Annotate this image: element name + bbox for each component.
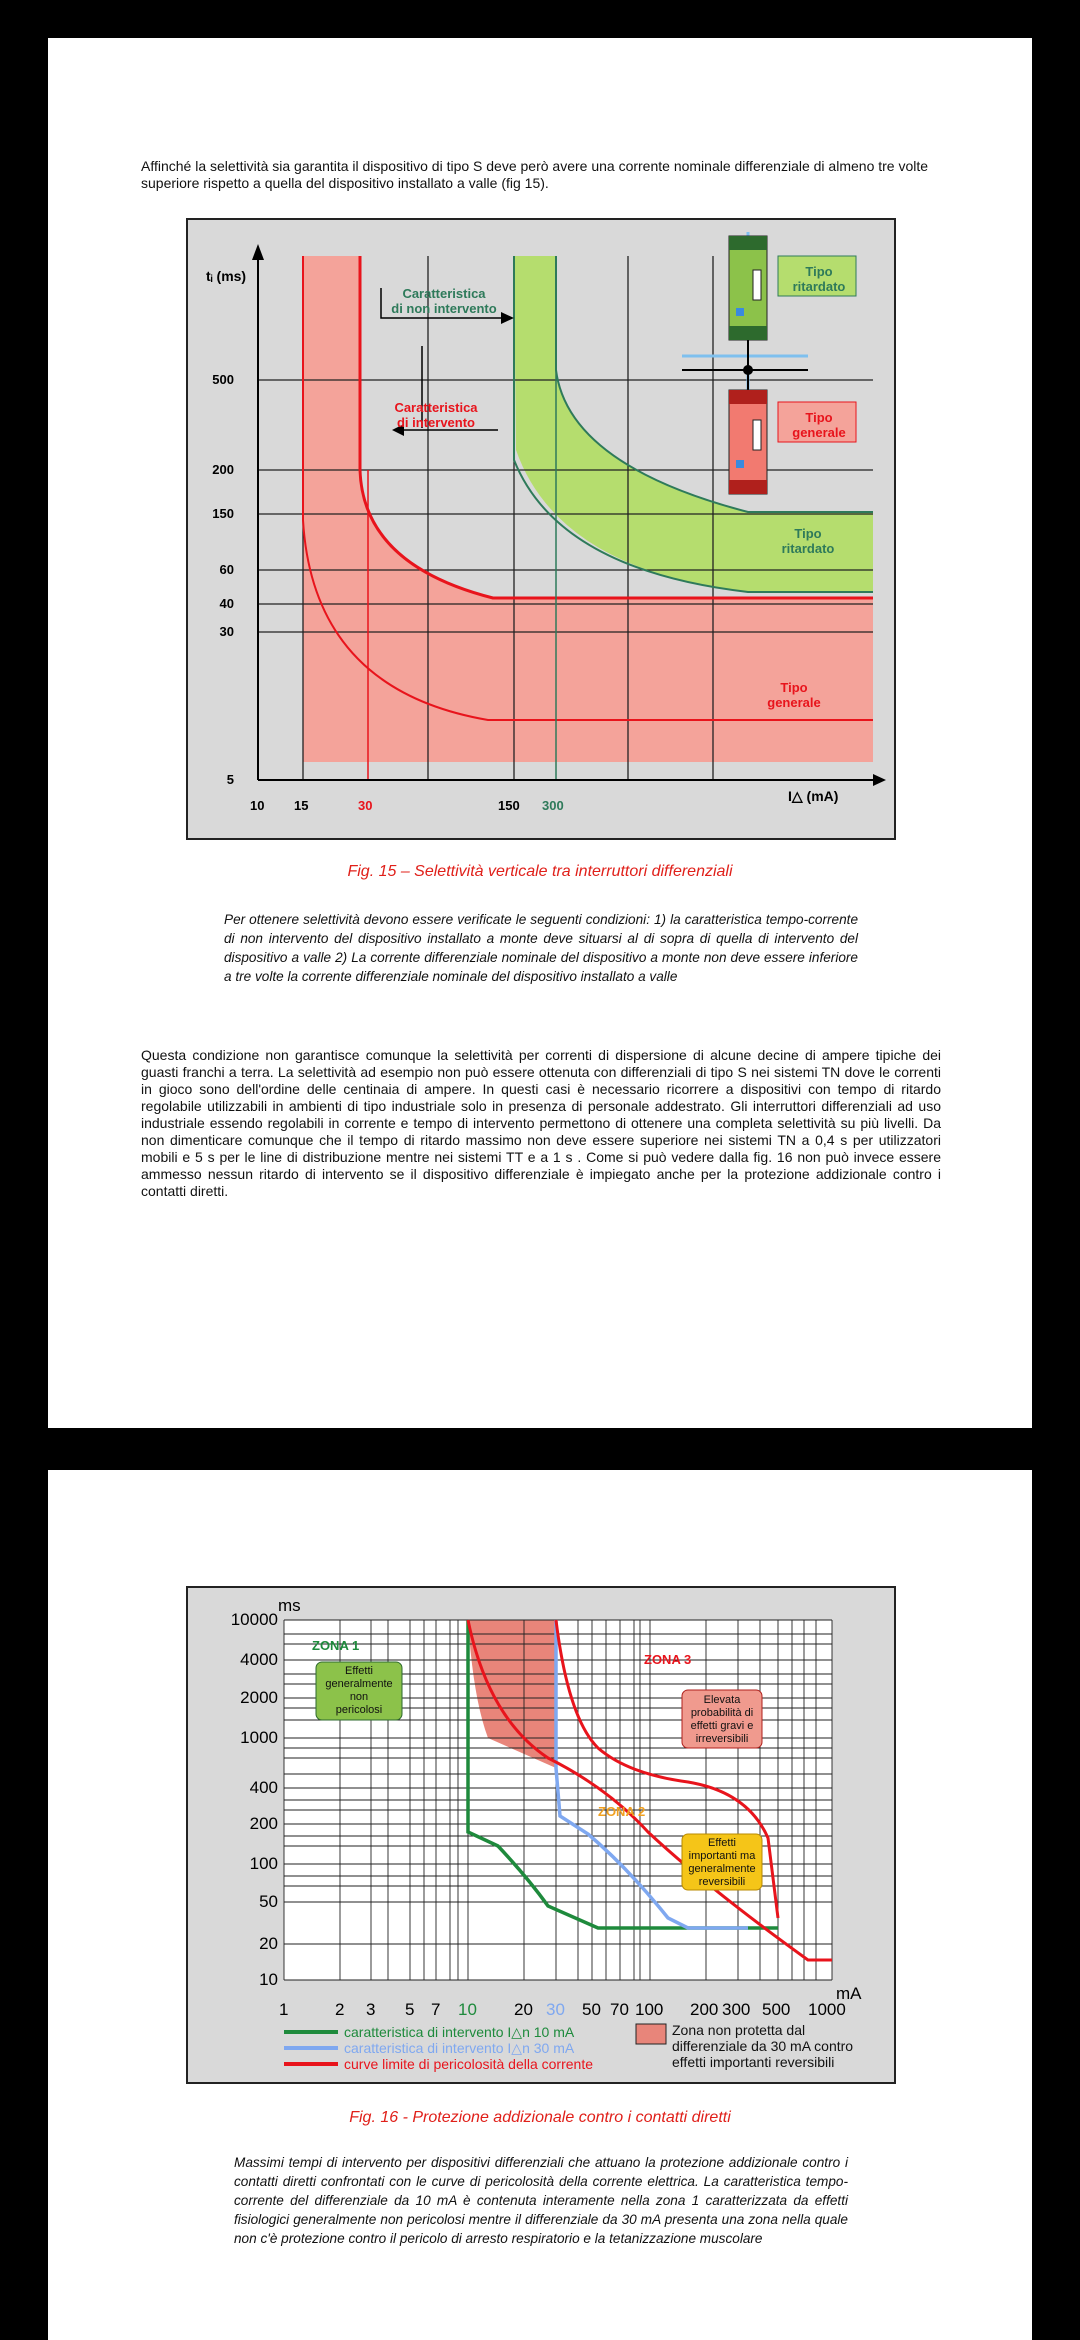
fig15-xlabel: I△ (mA) [788,788,839,804]
fig16-xtick: 70 [610,2000,629,2019]
fig15-xtick: 15 [294,798,309,813]
zone-generale-line: Tipo [780,680,808,695]
zona3-box-line: irreversibili [695,1733,749,1745]
fig16-xtick: 200 [690,2000,719,2019]
legend-zone-line: differenziale da 30 mA contro [672,2038,854,2054]
fig15-ytick: 40 [219,596,234,611]
fig15-xtick: 150 [498,798,520,813]
fig16-ytick: 100 [249,1854,278,1873]
label-intervento [376,400,496,430]
fig16-xtick: 500 [762,2000,791,2019]
zone-generale-line: generale [767,695,821,710]
zona2-label: ZONA 2 [598,1804,646,1819]
page-2 [48,1470,1032,2340]
device-generale-line: generale [792,425,846,440]
fig15-ytick: 30 [219,624,234,639]
device-generale-line: Tipo [805,410,833,425]
fig15-xtick: 300 [542,798,564,813]
fig16-xtick: 100 [635,2000,664,2019]
device-ritardato-line: ritardato [792,279,846,294]
fig16-ytick: 10000 [230,1610,278,1629]
device-ritardato-line: Tipo [805,264,833,279]
fig15-xtick: 10 [250,798,265,813]
fig16-ytick: 20 [259,1934,278,1953]
fig15-caption: Fig. 15 – Selettività verticale tra interruttori differenziali [347,863,733,880]
zona1-box-line: pericolosi [335,1704,383,1716]
body-paragraph: Questa condizione non garantisce comunque la selettività per correnti di dispersione di alcune decine di ampere tipiche dei guasti franchi a terra. La selettività ad esempio non può essere ottenuta con differenziali di tipo S nei sistemi TN dove le correnti in gioco sono dell'ordine delle centinaia di ampere. In questi casi è necessario ricorrere a dispositivi con tempo di ritardo regolabile utilizzabili in ambienti di tipo industriale solo in presenza di personale addestrato. Gli interruttori differenziali ad uso industriale essendo regolabili in corrente e tempo di intervento permettono di ottenere una completa selettività su più livelli. Da non dimenticare comunque che il tempo di ritardo massimo non deve essere superiore nei sistemi TN a 0,4 s per utilizzatori mobili e 5 s per le line di distribuzione mentre nei sistemi TT e a 1 s . Come si può vedere dalla fig. 16 non può invece essere ammesso nessun ritardo di intervento se il dispositivo differenziale è impiegato anche per la protezione addizionale contro i contatti diretti. [141,1047,941,1199]
zona2-box-line: Effetti [708,1837,736,1849]
zona1-label: ZONA 1 [312,1638,360,1653]
fig16-note: Massimi tempi di intervento per dispositivi differenziali che attuano la protezione addizionale contro i contatti diretti confrontati con le curve di pericolosità della corrente elettrica. La caratteristica tempo-corrente del differenziale da 10 mA è contenuta interamente nella zona 1 caratterizzata da effetti fisiologici generalmente non pericolosi mentre il differenziale da 30 mA presenta una zona nella quale non c'è protezione contro il pericolo di arresto respiratorio e la tetanizzazione muscolare [234,2155,848,2246]
zona3-box [682,1694,762,1746]
legend-zone-line: effetti importanti reversibili [672,2054,835,2070]
fig16-xtick: 20 [514,2000,533,2019]
device-generale-label [780,410,858,440]
fig16-xtick: 50 [582,2000,601,2019]
fig15-ytick: 5 [226,772,234,787]
fig16-ytick: 50 [259,1892,278,1911]
legend-10ma: caratteristica di intervento I△n 10 mA [344,2024,575,2040]
zone-ritardato-line: Tipo [794,526,822,541]
fig16-yunit: ms [278,1596,301,1615]
zone-ritardato-line: ritardato [781,541,835,556]
zone-generale-label [754,680,834,710]
fig16-xtick: 300 [722,2000,751,2019]
zona3-label: ZONA 3 [644,1652,692,1667]
fig16-xtick: 3 [366,2000,376,2019]
zona2-box-line: reversibili [698,1876,746,1888]
zona1-box-line: generalmente [325,1678,393,1690]
fig15-note: Per ottenere selettività devono essere verificate le seguenti condizioni: 1) la caratteristica tempo-corrente di non intervento del dispositivo installato a monte deve situarsi al di sopra di quella di intervento del dispositivo a valle 2) La corrente differenziale nominale del dispositivo a monte non deve essere inferiore a tre volte la corrente differenziale nominale del dispositivo installato a valle [224,912,858,984]
fig16-xtick: 1 [279,2000,289,2019]
fig15-ytick: 500 [212,372,234,387]
fig16-ytick: 4000 [240,1650,278,1669]
legend-30ma: caratteristica di intervento I△n 30 mA [344,2040,575,2056]
zona2-box [682,1837,762,1889]
legend-pericolosita: curve limite di pericolosità della corrente [344,2056,593,2072]
label-non-intervento [384,286,504,316]
fig15-ylabel: tᵢ (ms) [206,268,247,284]
zona3-box-line: probabilità di [690,1707,754,1719]
fig15-ytick: 150 [212,506,234,521]
fig16-ytick: 1000 [240,1728,278,1747]
fig16-xtick: 7 [431,2000,441,2019]
zona1-box-line: non [349,1691,369,1703]
fig16-ytick: 10 [259,1970,278,1989]
fig16-xtick: 30 [546,2000,565,2019]
page-1 [48,38,1032,1428]
zona1-box [316,1665,402,1717]
zona1-box-line: Effetti [345,1665,373,1677]
fig16-xtick: 10 [458,2000,477,2019]
fig15-ytick: 200 [212,462,234,477]
fig16-caption: Fig. 16 - Protezione addizionale contro i contatti diretti [349,2109,731,2126]
fig16-ytick: 200 [249,1814,278,1833]
zona2-box-line: importanti ma [688,1850,756,1862]
label-non-intervento-line: di non intervento [391,301,497,316]
legend-zone-line: Zona non protetta dal [672,2022,806,2038]
fig15-xtick: 30 [358,798,373,813]
zone-ritardato-label [768,526,848,556]
fig16-xunit: mA [836,1984,862,2003]
label-non-intervento-line: Caratteristica [402,286,486,301]
zona2-box-line: generalmente [688,1863,756,1875]
fig16-ytick: 2000 [240,1688,278,1707]
fig16-ytick: 400 [249,1778,278,1797]
fig15-ytick: 60 [219,562,234,577]
label-intervento-line: Caratteristica [394,400,478,415]
fig16-xtick: 2 [335,2000,345,2019]
zona3-box-line: Elevata [703,1694,741,1706]
label-intervento-line: di intervento [396,415,475,430]
figure-15 [186,218,896,840]
fig16-xtick: 1000 [808,2000,846,2019]
fig16-xtick: 5 [405,2000,415,2019]
device-ritardato-label [780,264,858,294]
zona3-box-line: effetti gravi e [690,1720,754,1732]
legend-zone [672,2022,853,2070]
figure-16 [186,1586,896,2084]
intro-paragraph: Affinché la selettività sia garantita il dispositivo di tipo S deve però avere una corrente nominale differenziale di almeno tre volte superiore rispetto a quella del dispositivo installato a valle (fig 15). [141,158,929,191]
